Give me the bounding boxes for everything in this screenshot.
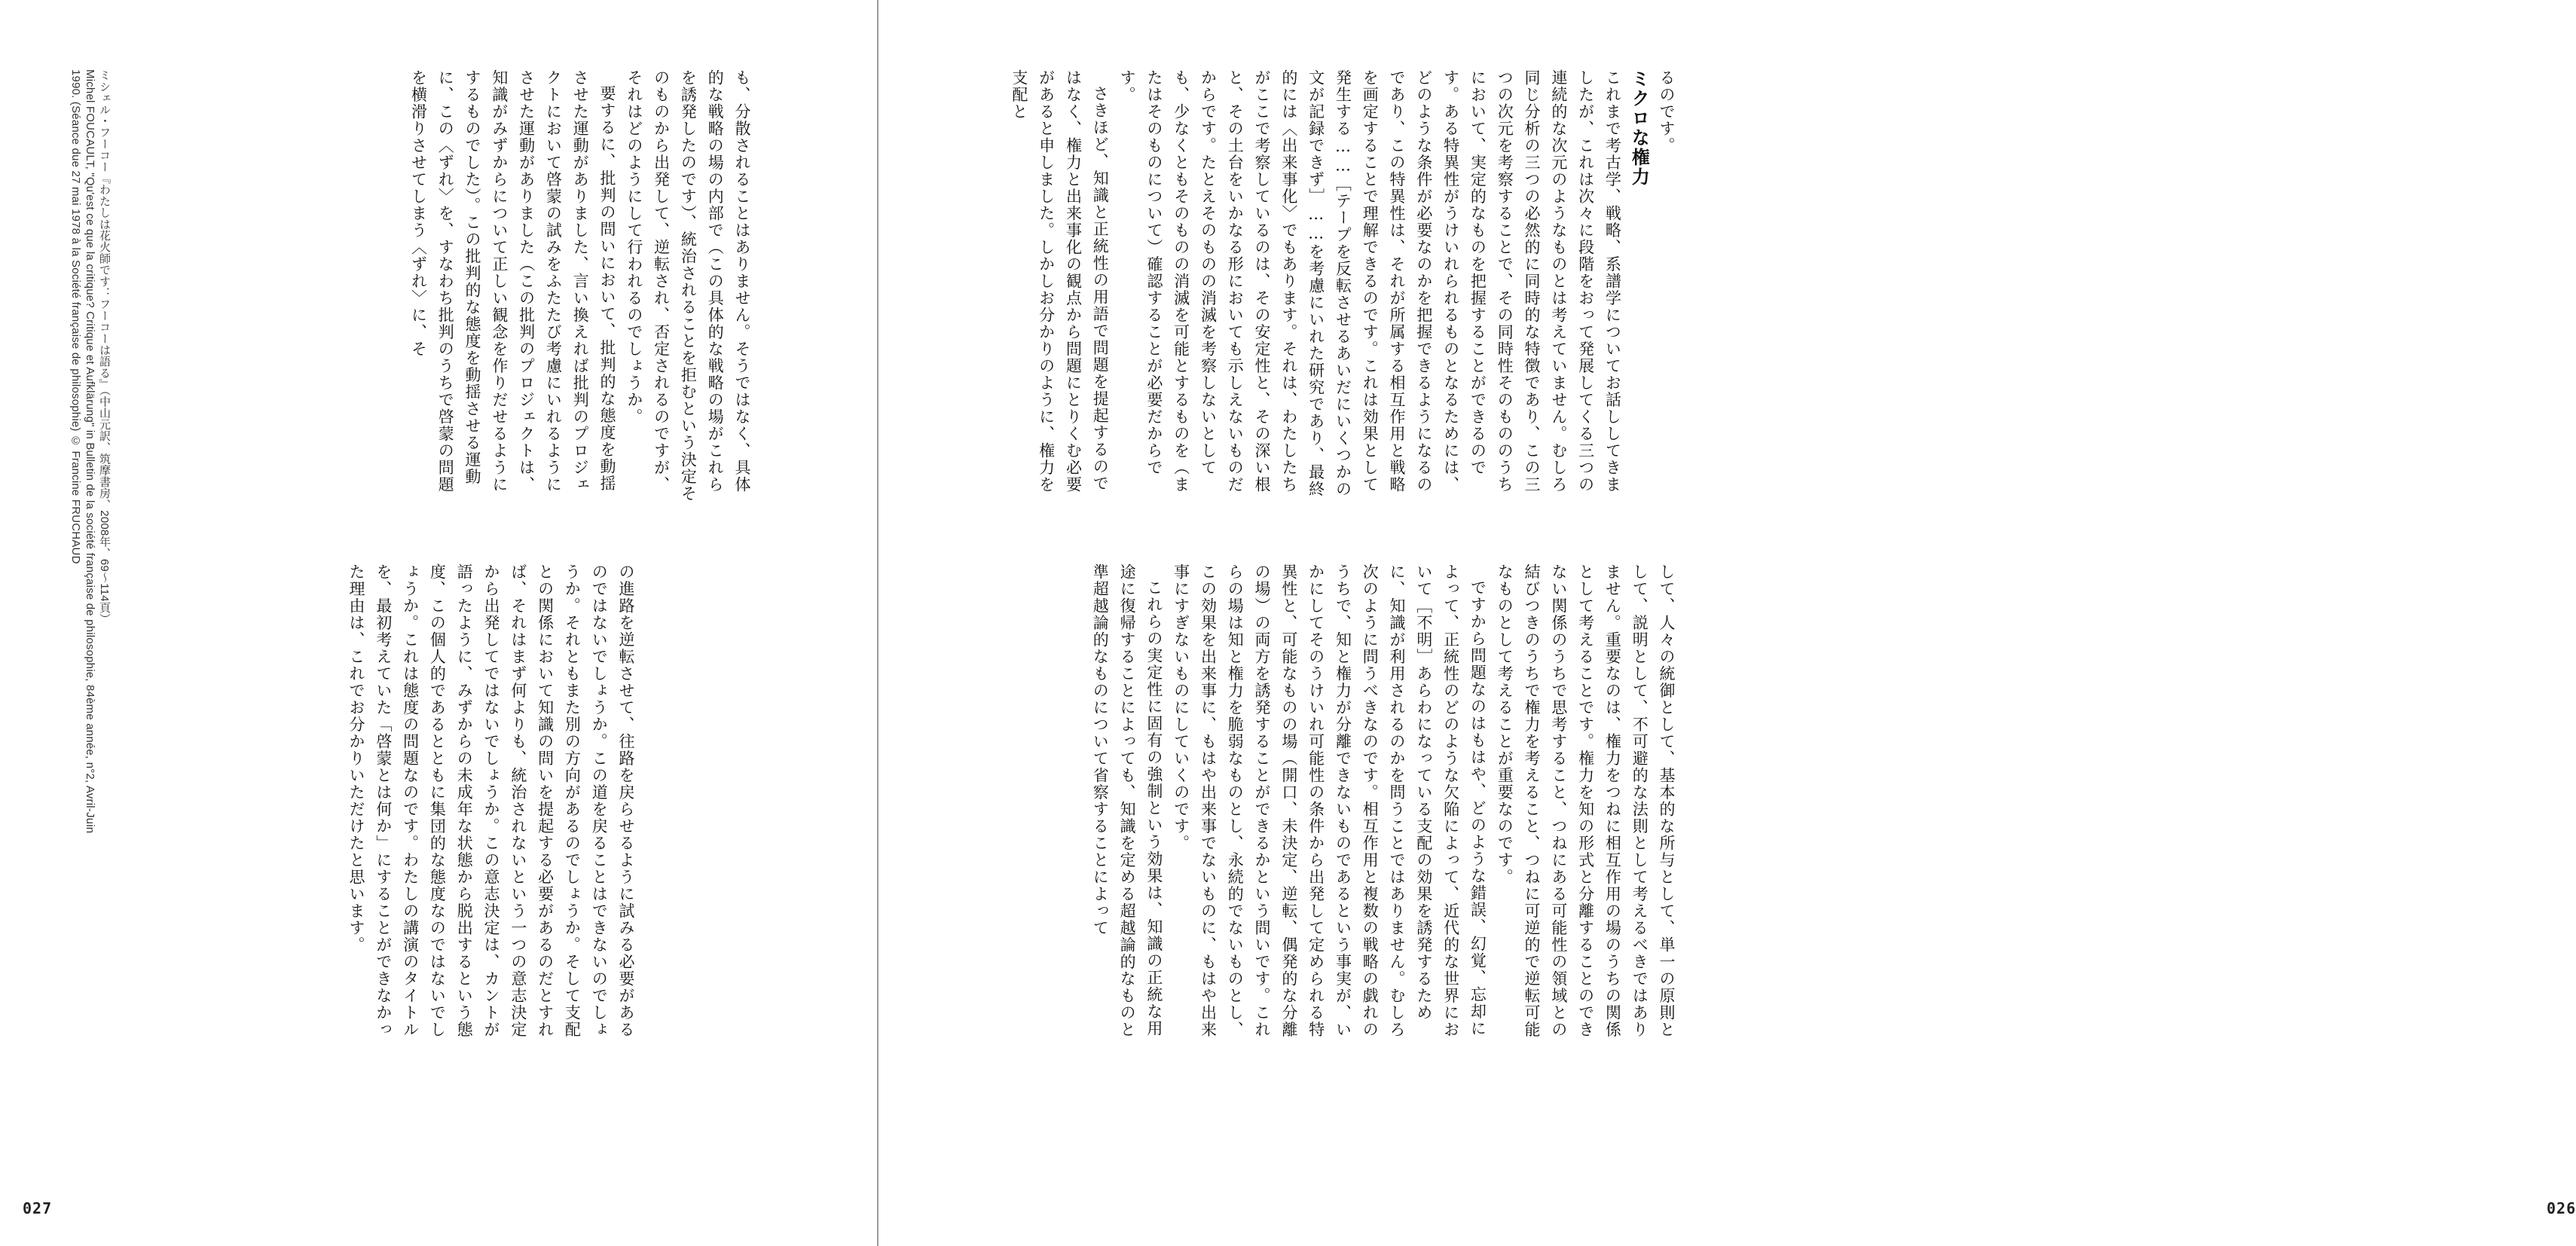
continued-paragraph: るのです。 xyxy=(1658,69,1676,154)
body-paragraph: 要するに、批判の問いにおいて、批判的な態度を動揺させた運動がありました、言い換えれば批判のプロジェクトにおいて啓蒙の試みをふたたび考慮にいれるようにさせた運動がありました（この批判のプロジェクトは、知識がみずからについて正しい観念を作りだせるようにするものでした）。この批判的な態度を動揺させる運動に、この〈ずれ〉を、すなわち批判のうちで啓蒙の問題を横滑りさせてしまう〈ずれ〉に、そ xyxy=(409,69,617,493)
right-page-lower-text xyxy=(1091,563,1679,1046)
body-paragraph: これらの実定性に固有の強制という効果は、知識の正統な用途に復帰することによっても、知識を定める超越論的なものと準超越論的なものについて省察することによって xyxy=(1091,563,1163,1038)
source-note xyxy=(66,69,112,1034)
left-page-upper-text xyxy=(258,69,755,508)
source-note-french-cont: 1990. (Séance due 27 mai 1978 à la Société française de philosophie) © Francine FRUCHAUD xyxy=(69,69,82,564)
body-paragraph: も、分散されることはありません。そうではなく、具体的な戦略の場の内部で（この具体的な戦略の場がこれらを誘発したのです）、統治されることを拒むという決定そのものから出発して、逆転され、否定されるのですが、それはどのようにして行われるのでしょうか。 xyxy=(625,69,751,502)
body-paragraph: の進路を逆転させて、往路を戻らせるように試みる必要があるのではないでしょうか。この道を戻ることはできないのでしょうか。それともまた別の方向があるのでしょうか。そして支配との関係において知識の問いを提起する必要があるのだとすれば、それはまず何よりも、統治されないという一つの意志決定から出発してではないでしょうか。この意志決定は、カントが語ったように、みずからの未成年な状態から脱出するという態度、この個人的であるとともに集団的な態度なのではないでしょうか。これは態度の問題なのです。わたしの講演のタイトルを、最初考えていた「啓蒙とは何か」にすることができなかった理由は、これでお分かりいただけたと思います。 xyxy=(347,563,635,1038)
section-heading: ミクロな権力 xyxy=(1628,69,1651,187)
right-page xyxy=(879,0,2576,1246)
page-number-right: 026 xyxy=(2547,1199,2576,1217)
body-paragraph: これまで考古学、戦略、系譜学についてお話ししてきましたが、これは次々に段階をおって発展してくる三つの連続的な次元のようなものとは考えていません。むしろ同じ分析の三つの必然的に同時的な特徴であり、この三つの次元を考察することで、その同時性そのもののうちにおいて、実定的なものを把握することができるのです。ある特異性がうけいれられるものとなるためには、どのような条件が必要なのかを把握できるようになるのであり、この特異性は、それが所属する相互作用と戦略を画定することで理解できるのです。これは効果として発生する……［テープを反転させるあいだにいくつかの文が記録できず］……を考慮にいれた研究であり、最終的には〈出来事化〉でもあります。それは、わたしたちがここで考察しているのは、その安定性と、その深い根と、その土台をいかなる形においても示しえないものだからです。たとえそのものの消滅を考察しないとしても、少なくともそのものの消滅を可能とするものを（またはそのものについて）確認することが必要だからです。 xyxy=(1118,69,1622,498)
body-paragraph: ですから問題なのはもはや、どのような錯誤、幻覚、忘却によって、正統性のどのような欠陥によって、近代的な世界において［不明］あらわになっている支配の効果を誘発するために、知識が利用されるのかを問うことではありません。むしろ次のように問うべきなのです。相互作用と複数の戦略の戯れのうちで、知と権力が分離できないものであるという事実が、いかにしてそのうけいれ可能性の条件から出発して定められる特異性と、可能なものの場（開口、未決定、逆転、偶発的な分離の場）の両方を誘発することができるかという問いです。これらの場は知と権力を脆弱なものとし、永続的でないものとし、この効果を出来事に、もはや出来事でないものに、もはや出来事にすぎないものにしていくのです。 xyxy=(1172,563,1487,1038)
source-note-japanese: ミシェル・フーコー『わたしは花火師です：フーコーは語る』（中山元訳、筑摩書房、2008年、69～114頁） xyxy=(98,69,111,625)
body-paragraph: して、人々の統御として、基本的な所与として、単一の原則として、説明として、不可避的な法則として考えるべきではありません。重要なのは、権力をつねに相互作用の場のうちの関係として考えることです。権力を知の形式と分離することのできない関係のうちで思考すること、つねにある可能性の領域との結びつきのうちで権力を考えること、つねに可逆的で逆転可能なものとして考えることが重要なのです。 xyxy=(1496,563,1676,1038)
source-note-french: Michel FOUCAULT, "Qu'est ce que la critique? Critique et Aufklärung" in Bulletin de la société française de philosophie, 84ème année, n°2, Avril-Juin xyxy=(84,69,96,834)
body-paragraph: さきほど、知識と正統性の用語で問題を提起するのではなく、権力と出来事化の観点から問題にとりくむ必要があると申しました。しかしお分かりのように、権力を支配と xyxy=(1010,69,1110,493)
left-page xyxy=(0,0,877,1246)
page-number-left: 027 xyxy=(23,1199,53,1217)
left-page-lower-text xyxy=(258,563,639,1046)
right-page-upper-text xyxy=(1005,69,1679,508)
